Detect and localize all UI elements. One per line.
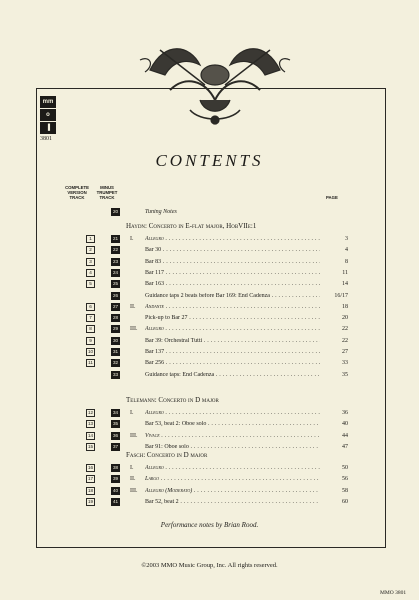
- minus-track-number: 22: [112, 247, 119, 253]
- minus-track-number: 20: [112, 209, 119, 214]
- contents-row: [0, 443, 419, 452]
- catalog-number: 3801: [40, 136, 52, 142]
- contents-row: [0, 303, 419, 312]
- movement-number: III.: [130, 432, 138, 439]
- complete-track-number: 13: [87, 421, 94, 427]
- entry-label: Bar 30 . . .: [145, 247, 348, 253]
- movement-number: I.: [130, 410, 134, 416]
- minus-track-number: 27: [112, 303, 119, 309]
- complete-track-number: 7: [86, 314, 95, 322]
- contents-row: [0, 337, 419, 346]
- complete-track-number: 10: [87, 349, 94, 354]
- complete-track-number: 17: [87, 476, 94, 482]
- entry-label: Bar 256 . . .: [145, 360, 348, 366]
- complete-track-number: 19: [87, 498, 94, 504]
- entry-label: Andante . . .: [145, 304, 348, 310]
- movement-number: I.: [130, 465, 134, 471]
- entry-label: Bar 39: Orchestral Tutti . . .: [145, 338, 348, 344]
- page-number: 22: [320, 338, 348, 344]
- page-number: 56: [320, 476, 348, 482]
- page-number: 14: [320, 281, 348, 287]
- complete-track-number: 4: [86, 269, 95, 277]
- contents-row: [0, 325, 419, 334]
- entry-label: Bar 53, beat 2: Oboe solo . . .: [145, 421, 348, 427]
- entry-label: Allegro . . .: [145, 326, 348, 332]
- section-heading: Telemann: Concerto in D major: [126, 396, 219, 404]
- entry-label: Allegro (Moderato) . . .: [145, 488, 348, 494]
- movement-number: III.: [130, 487, 138, 494]
- page-number: 3: [320, 236, 348, 242]
- contents-row: [0, 314, 419, 323]
- complete-track-number: 1: [86, 235, 95, 243]
- page-number: 22: [320, 326, 348, 332]
- contents-row: [0, 292, 419, 301]
- entry-label: Guidance taps 2 beats before Bar 169: End Cadenza . . .: [145, 293, 348, 299]
- contents-row: [0, 475, 419, 484]
- minus-track-number: 36: [112, 432, 119, 438]
- column-header-minus: MINUS TRUMPET TRACK: [96, 185, 118, 200]
- page-number: 47: [320, 444, 348, 450]
- page-number: 4: [320, 247, 348, 253]
- contents-row: [0, 409, 419, 418]
- minus-track-number: 31: [112, 349, 119, 354]
- page-number: 16/17: [320, 293, 348, 299]
- contents-row: [0, 420, 419, 429]
- minus-track-number: 30: [112, 337, 119, 343]
- minus-track-number: 41: [112, 498, 119, 504]
- page-number: 50: [320, 465, 348, 471]
- entry-label: Bar 163 . . .: [145, 281, 348, 287]
- page-number: 60: [320, 499, 348, 505]
- complete-track-number: 16: [87, 465, 94, 470]
- contents-row: [0, 359, 419, 368]
- column-header-complete: COMPLETE VERSION TRACK: [65, 185, 89, 200]
- complete-track-number: 12: [87, 410, 94, 415]
- complete-track-number: 5: [86, 280, 95, 288]
- entry-label: Bar 137 . . .: [145, 349, 348, 355]
- mmo-logo: [40, 96, 56, 135]
- page-number: 8: [320, 259, 348, 265]
- contents-row: [0, 371, 419, 380]
- minus-track-number: 25: [112, 281, 119, 287]
- page-number: 35: [320, 372, 348, 378]
- complete-track-number: 15: [87, 443, 94, 449]
- entry-label: Vivace . . .: [145, 433, 348, 439]
- minus-track-number: 38: [112, 465, 119, 470]
- entry-label: Bar 91: Oboe solo . . .: [145, 444, 348, 450]
- logo-line: o: [40, 109, 56, 121]
- page-number: 11: [320, 270, 348, 276]
- minus-track-number: 40: [112, 487, 119, 493]
- minus-track-number: 39: [112, 476, 119, 482]
- entry-label: Pick-up to Bar 27 . . .: [145, 315, 348, 321]
- minus-track-number: 24: [112, 269, 119, 275]
- entry-label: Guidance taps: End Cadenza . . .: [145, 372, 348, 378]
- logo-line: mm: [40, 96, 56, 108]
- minus-track-number: 37: [112, 443, 119, 449]
- contents-row: [0, 258, 419, 267]
- complete-track-number: 2: [86, 246, 95, 254]
- minus-track-number: 33: [112, 371, 119, 377]
- page-number: 44: [320, 433, 348, 439]
- contents-row: [0, 246, 419, 255]
- page-number: 58: [320, 488, 348, 494]
- complete-track-number: 11: [86, 359, 95, 367]
- entry-label: Bar 83 . . .: [145, 259, 348, 265]
- contents-row: [0, 280, 419, 289]
- footer-catalog: MMO 3801: [380, 590, 407, 596]
- page-number: 40: [320, 421, 348, 427]
- performance-notes: Performance notes by Brian Rood.: [160, 521, 259, 529]
- contents-row: [0, 432, 419, 441]
- complete-track-number: 18: [87, 487, 94, 493]
- page-number: 27: [320, 349, 348, 355]
- page-number: 20: [320, 315, 348, 321]
- contents-row: [0, 464, 419, 473]
- entry-label: Allegro . . .: [145, 236, 348, 242]
- contents-row: [0, 235, 419, 244]
- contents-row: [0, 498, 419, 507]
- complete-track-number: 3: [86, 258, 95, 266]
- complete-track-number: 9: [86, 337, 95, 345]
- entry-label: Largo . . .: [145, 476, 348, 482]
- tuning-label: Tuning Notes: [145, 209, 177, 215]
- copyright: ©2003 MMO Music Group, Inc. All rights reserved.: [141, 562, 278, 569]
- minus-track-number: 34: [112, 410, 119, 415]
- minus-track-number: 35: [112, 421, 119, 427]
- logo-line: ▐: [40, 122, 56, 134]
- complete-track-number: 14: [87, 432, 94, 438]
- contents-row: [0, 348, 419, 357]
- page-number: 36: [320, 410, 348, 416]
- section-heading: Haydn: Concerto in E-flat major, HobVIIe:1: [126, 222, 257, 230]
- entry-label: Allegro . . .: [145, 410, 348, 416]
- page-title: CONTENTS: [155, 151, 264, 170]
- minus-track-number: 21: [112, 236, 119, 241]
- entry-label: Bar 117 . . .: [145, 270, 348, 276]
- movement-number: III.: [130, 326, 138, 333]
- contents-row: [0, 487, 419, 496]
- minus-track-number: 26: [112, 292, 119, 298]
- complete-track-number: 6: [86, 303, 95, 311]
- movement-number: II.: [130, 303, 136, 310]
- column-header-page: PAGE: [326, 195, 338, 200]
- complete-track-number: 8: [86, 325, 95, 333]
- minus-track-number: 29: [112, 326, 119, 332]
- minus-track-number: 32: [112, 360, 119, 366]
- entry-label: Bar 52, beat 2 . . .: [145, 499, 348, 505]
- movement-number: II.: [130, 476, 136, 483]
- page-number: 18: [320, 304, 348, 310]
- movement-number: I.: [130, 236, 134, 242]
- entry-label: Allegro . . .: [145, 465, 348, 471]
- minus-track-number: 23: [112, 258, 119, 264]
- page-number: 33: [320, 360, 348, 366]
- contents-row: [0, 269, 419, 278]
- minus-track-number: 28: [112, 315, 119, 321]
- section-heading: Fasch: Concerto in D major: [126, 451, 208, 459]
- tuning-row: [0, 208, 419, 217]
